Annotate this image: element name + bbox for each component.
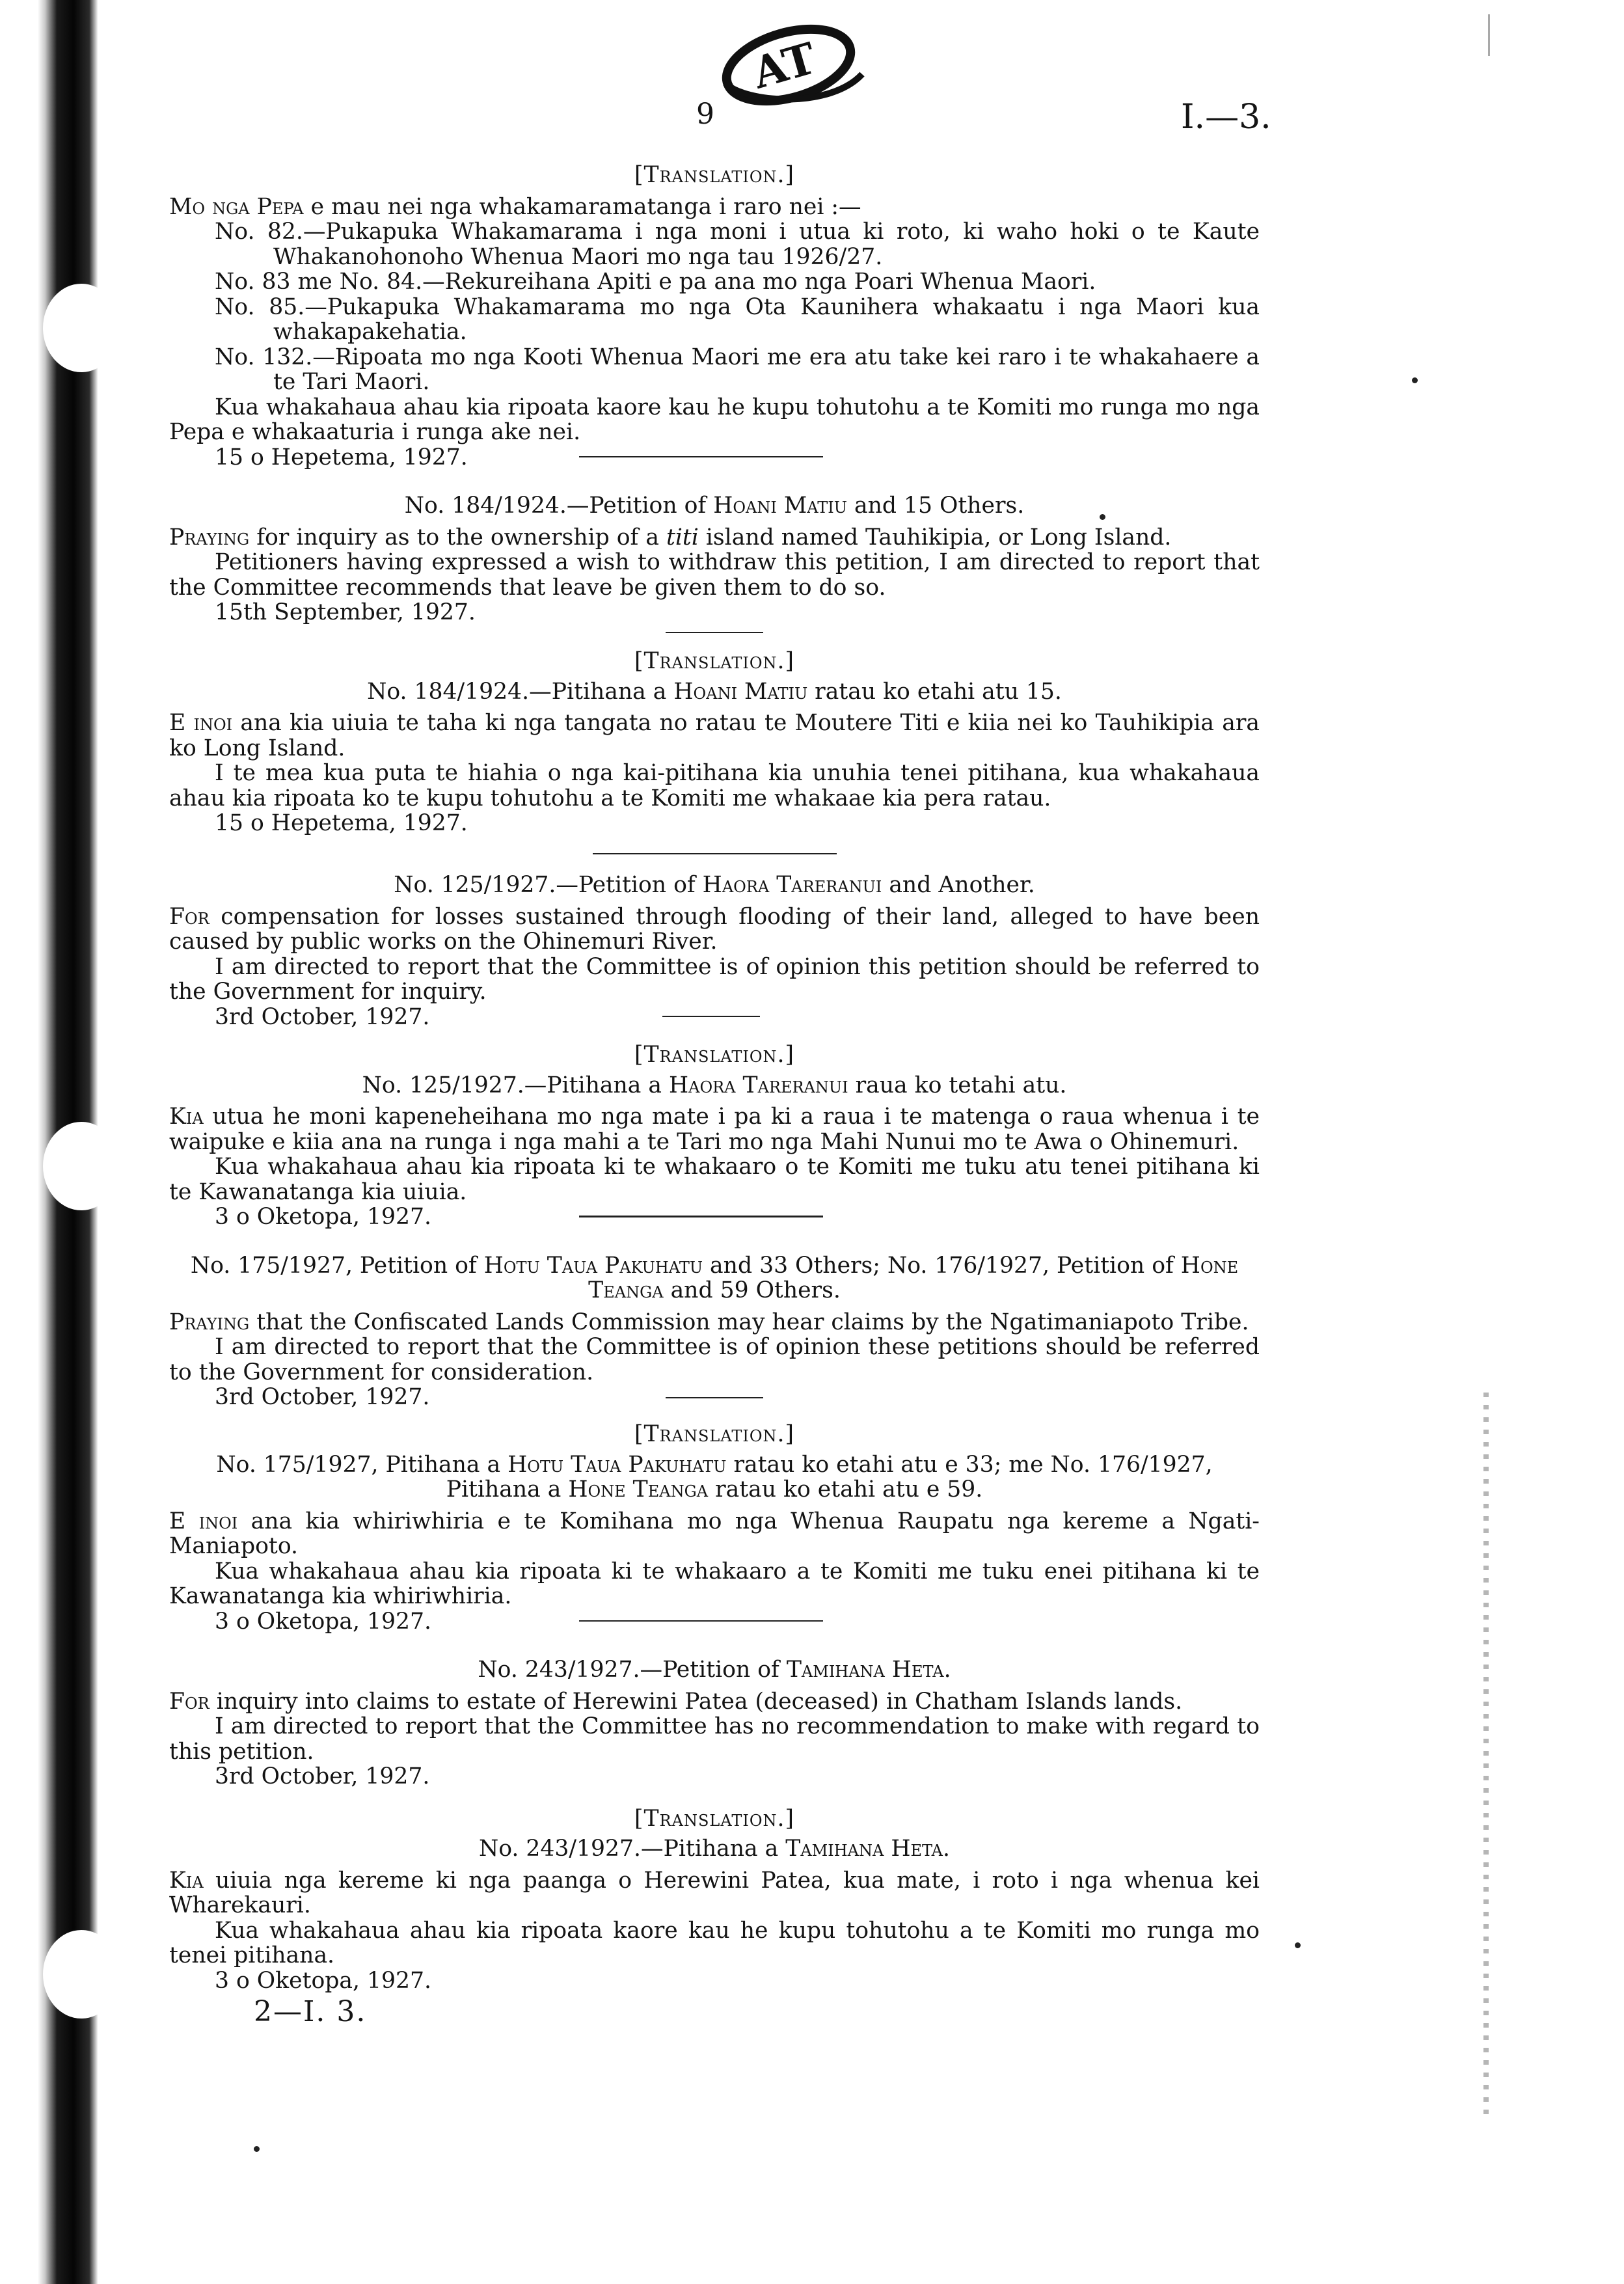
lead-smallcaps: E inoi — [169, 1508, 238, 1534]
petition-prayer — [169, 904, 1260, 955]
heading-text: and 33 Others; No. 176/1927, Petition of — [703, 1252, 1181, 1279]
heading-text: . — [943, 1657, 951, 1683]
petitioner-name: Hoani Matiu — [673, 678, 808, 705]
section-divider — [666, 632, 763, 634]
lead-text: ana kia whiriwhiria e te Komihana mo nga Whenua Raupatu nga kereme a Ngati-Maniapoto. — [169, 1508, 1260, 1559]
petition-prayer — [169, 1310, 1260, 1335]
report-date: 15 o Hepetema, 1927. — [215, 444, 468, 470]
petitioner-name: Hone Teanga — [588, 1252, 1239, 1303]
paper-item: No. 85.—Pukapuka Whakamarama mo nga Ota Kaunihera whakaatu i nga Maori kua whakapakehatia. — [215, 293, 1260, 345]
speck — [254, 2146, 260, 2152]
petitioner-name: Hotu Taua Pakuhatu — [508, 1451, 727, 1478]
punch-hole — [43, 1930, 120, 2019]
heading-text: No. 175/1927, Petition of — [190, 1252, 484, 1279]
lead-italic: titi — [666, 524, 699, 551]
lead-text: that the Confiscated Lands Commission may hear claims by the Ngatimaniapoto Tribe. — [249, 1309, 1249, 1335]
heading-text: and 59 Others. — [663, 1277, 841, 1303]
petition-heading — [169, 873, 1260, 898]
lead-text: island named Tauhikipia, or Long Island. — [698, 524, 1172, 551]
translation-label: [Translation.] — [634, 162, 794, 188]
committee-report: I am directed to report that the Committee is of opinion these petitions should be referred to the Government for consideration. — [169, 1334, 1260, 1385]
lead-smallcaps: For — [169, 903, 210, 930]
heading-text: . — [943, 1836, 951, 1862]
report-date: 3rd October, 1927. — [215, 1003, 430, 1030]
library-stamp-logo — [699, 12, 875, 109]
petitioner-name: Haora Tareranui — [668, 1072, 848, 1098]
section-divider — [666, 1397, 763, 1399]
committee-report: I am directed to report that the Committee has no recommendation to make with regard to this petition. — [169, 1713, 1260, 1765]
lead-text: e mau nei nga whakamaramatanga i raro nei :— — [303, 193, 861, 220]
heading-text: No. 125/1927.—Pitihana a — [362, 1072, 669, 1098]
heading-text: and 15 Others. — [846, 493, 1025, 519]
intro-date-row — [169, 445, 1260, 470]
lead-text: for inquiry as to the ownership of a — [249, 524, 666, 551]
heading-text: No. 243/1927.—Pitihana a — [478, 1836, 786, 1862]
translation-label: [Translation.] — [634, 1042, 794, 1068]
lead-text: compensation for losses sustained through flooding of their land, alleged to have been caused by public works on the Ohinemuri River. — [169, 903, 1260, 955]
petition-heading — [169, 1836, 1260, 1862]
section-divider — [579, 1620, 823, 1622]
section-divider — [593, 853, 837, 855]
speck — [1295, 1942, 1301, 1948]
petitioner-name: Tamihana Heta — [786, 1657, 944, 1683]
speck — [1412, 377, 1418, 383]
report-date: 15 o Hepetema, 1927. — [215, 810, 468, 836]
intro-lead — [169, 195, 1260, 220]
committee-report: Petitioners having expressed a wish to withdraw this petition, I am directed to report that the Committee recommends that leave be given them to do so. — [169, 549, 1260, 601]
committee-report: Kua whakahaua ahau kia ripoata ki te whakaaro o te Komiti me tuku atu tenei pitihana ki te Kawanatanga kia uiuia. — [169, 1154, 1260, 1205]
heading-text: No. 243/1927.—Petition of — [478, 1657, 787, 1683]
lead-text: ana kia uiuia te taha ki nga tangata no ratau te Moutere Titi e kiia nei ko Tauhikipia ara ko Long Island. — [169, 710, 1260, 761]
petitioner-name: Hotu Taua Pakuhatu — [483, 1252, 703, 1279]
lead-smallcaps: E inoi — [169, 710, 233, 736]
petition-heading — [169, 1452, 1260, 1502]
paper-item: No. 82.—Pukapuka Whakamarama i nga moni i utua ki roto, ki waho hoki o te Kaute Whakanohonoho Whenua Maori mo nga tau 1926/27. — [215, 219, 1260, 270]
petition-heading — [169, 1073, 1260, 1098]
petition-heading — [169, 679, 1260, 705]
lead-text: uiuia nga kereme ki nga paanga o Herewini Patea, kua mate, i roto i nga whenua kei Wharekauri. — [169, 1867, 1260, 1918]
petitioner-name: Tamihana Heta — [785, 1836, 943, 1862]
heading-text: ratau ko etahi atu e 59. — [708, 1476, 983, 1502]
heading-text: ratau ko etahi atu 15. — [807, 678, 1062, 705]
petitioner-name: Haora Tareranui — [702, 872, 882, 898]
punch-hole — [43, 1122, 120, 1210]
heading-text: No. 184/1924.—Pitihana a — [367, 678, 674, 705]
heading-text: ratau ko etahi atu e 33; me No. 176/1927, Pitihana a — [446, 1451, 1213, 1502]
paper-item: No. 83 me No. 84.—Rekureihana Apiti e pa ana mo nga Poari Whenua Maori. — [215, 269, 1096, 295]
heading-text: No. 184/1924.—Petition of — [404, 493, 714, 519]
report-date: 15th September, 1927. — [215, 599, 476, 625]
petition-prayer — [169, 711, 1260, 761]
translation-label: [Translation.] — [634, 648, 794, 674]
committee-report: Kua whakahaua ahau kia ripoata kaore kau he kupu tohutohu a te Komiti mo runga mo tenei pitihana. — [169, 1917, 1260, 1968]
heading-text: and Another. — [882, 872, 1035, 898]
paper-item: No. 132.—Ripoata mo nga Kooti Whenua Maori me era atu take kei raro i te whakahaere a te Tari Maori. — [215, 344, 1260, 395]
document-body — [169, 162, 1260, 2028]
svg-text:AT: AT — [747, 33, 822, 99]
petition-prayer — [169, 1104, 1260, 1154]
petition-heading — [169, 493, 1260, 519]
petition-prayer — [169, 525, 1260, 551]
section-divider — [579, 456, 823, 458]
report-date: 3 o Oketopa, 1927. — [215, 1967, 432, 1994]
petitioner-name: Hone Teanga — [568, 1476, 709, 1502]
document-reference: I.—3. — [1181, 98, 1271, 137]
lead-text: inquiry into claims to estate of Herewini Patea (deceased) in Chatham Islands lands. — [209, 1688, 1183, 1715]
lead-smallcaps: Mo nga Pepa — [169, 193, 304, 220]
punch-hole — [43, 284, 120, 372]
lead-smallcaps: Praying — [169, 1309, 250, 1335]
committee-report: I te mea kua puta te hiahia o nga kai-pitihana kia unuhia tenei pitihana, kua whakahaua ahau kia ripoata ko te kupu tohutohu a te Komiti me whakaae kia pera ratau. — [169, 760, 1260, 811]
report-date: 3rd October, 1927. — [215, 1763, 430, 1789]
scan-edge-noise — [1483, 1393, 1489, 2121]
lead-smallcaps: For — [169, 1688, 210, 1715]
lead-smallcaps: Kia — [169, 1867, 204, 1894]
translation-label: [Translation.] — [634, 1421, 794, 1447]
heading-text: raua ko tetahi atu. — [848, 1072, 1067, 1098]
scan-edge-mark — [1488, 14, 1490, 56]
report-date: 3 o Oketopa, 1927. — [215, 1204, 432, 1230]
lead-text: utua he moni kapeneheihana mo nga mate i pa ki a raua i te matenga o raua whenua i te waipuke e kiia ana na runga i nga mahi a te Tari mo nga Mahi Nunui mo te Awa o Ohinemuri. — [169, 1104, 1260, 1155]
translation-label: [Translation.] — [634, 1805, 794, 1832]
date-row — [169, 1609, 1260, 1635]
lead-smallcaps: Kia — [169, 1104, 204, 1130]
date-row — [169, 1005, 1260, 1030]
report-date: 3 o Oketopa, 1927. — [215, 1608, 432, 1635]
intro-closing: Kua whakahaua ahau kia ripoata kaore kau he kupu tohutohu a te Komiti mo runga mo nga Pepa e whakaaturia i runga ake nei. — [169, 394, 1260, 445]
heading-text: No. 125/1927.—Petition of — [394, 872, 703, 898]
section-divider — [662, 1016, 760, 1018]
petition-heading — [169, 1657, 1260, 1683]
date-row — [169, 1204, 1260, 1230]
committee-report: Kua whakahaua ahau kia ripoata ki te whakaaro a te Komiti me tuku enei pitihana ki te Kawanatanga kia whiriwhiria. — [169, 1558, 1260, 1609]
report-date: 3rd October, 1927. — [215, 1384, 430, 1410]
petition-prayer — [169, 1689, 1260, 1715]
section-divider — [579, 1216, 823, 1217]
lead-smallcaps: Praying — [169, 524, 250, 551]
heading-text: No. 175/1927, Pitihana a — [216, 1451, 508, 1478]
petition-prayer — [169, 1868, 1260, 1918]
petition-heading — [169, 1253, 1260, 1303]
committee-report: I am directed to report that the Committee is of opinion this petition should be referred to the Government for inquiry. — [169, 953, 1260, 1005]
petition-prayer — [169, 1509, 1260, 1559]
petitioner-name: Hoani Matiu — [713, 493, 847, 519]
page-signature: 2—I. 3. — [254, 1995, 367, 2028]
page-number: 9 — [696, 98, 714, 131]
